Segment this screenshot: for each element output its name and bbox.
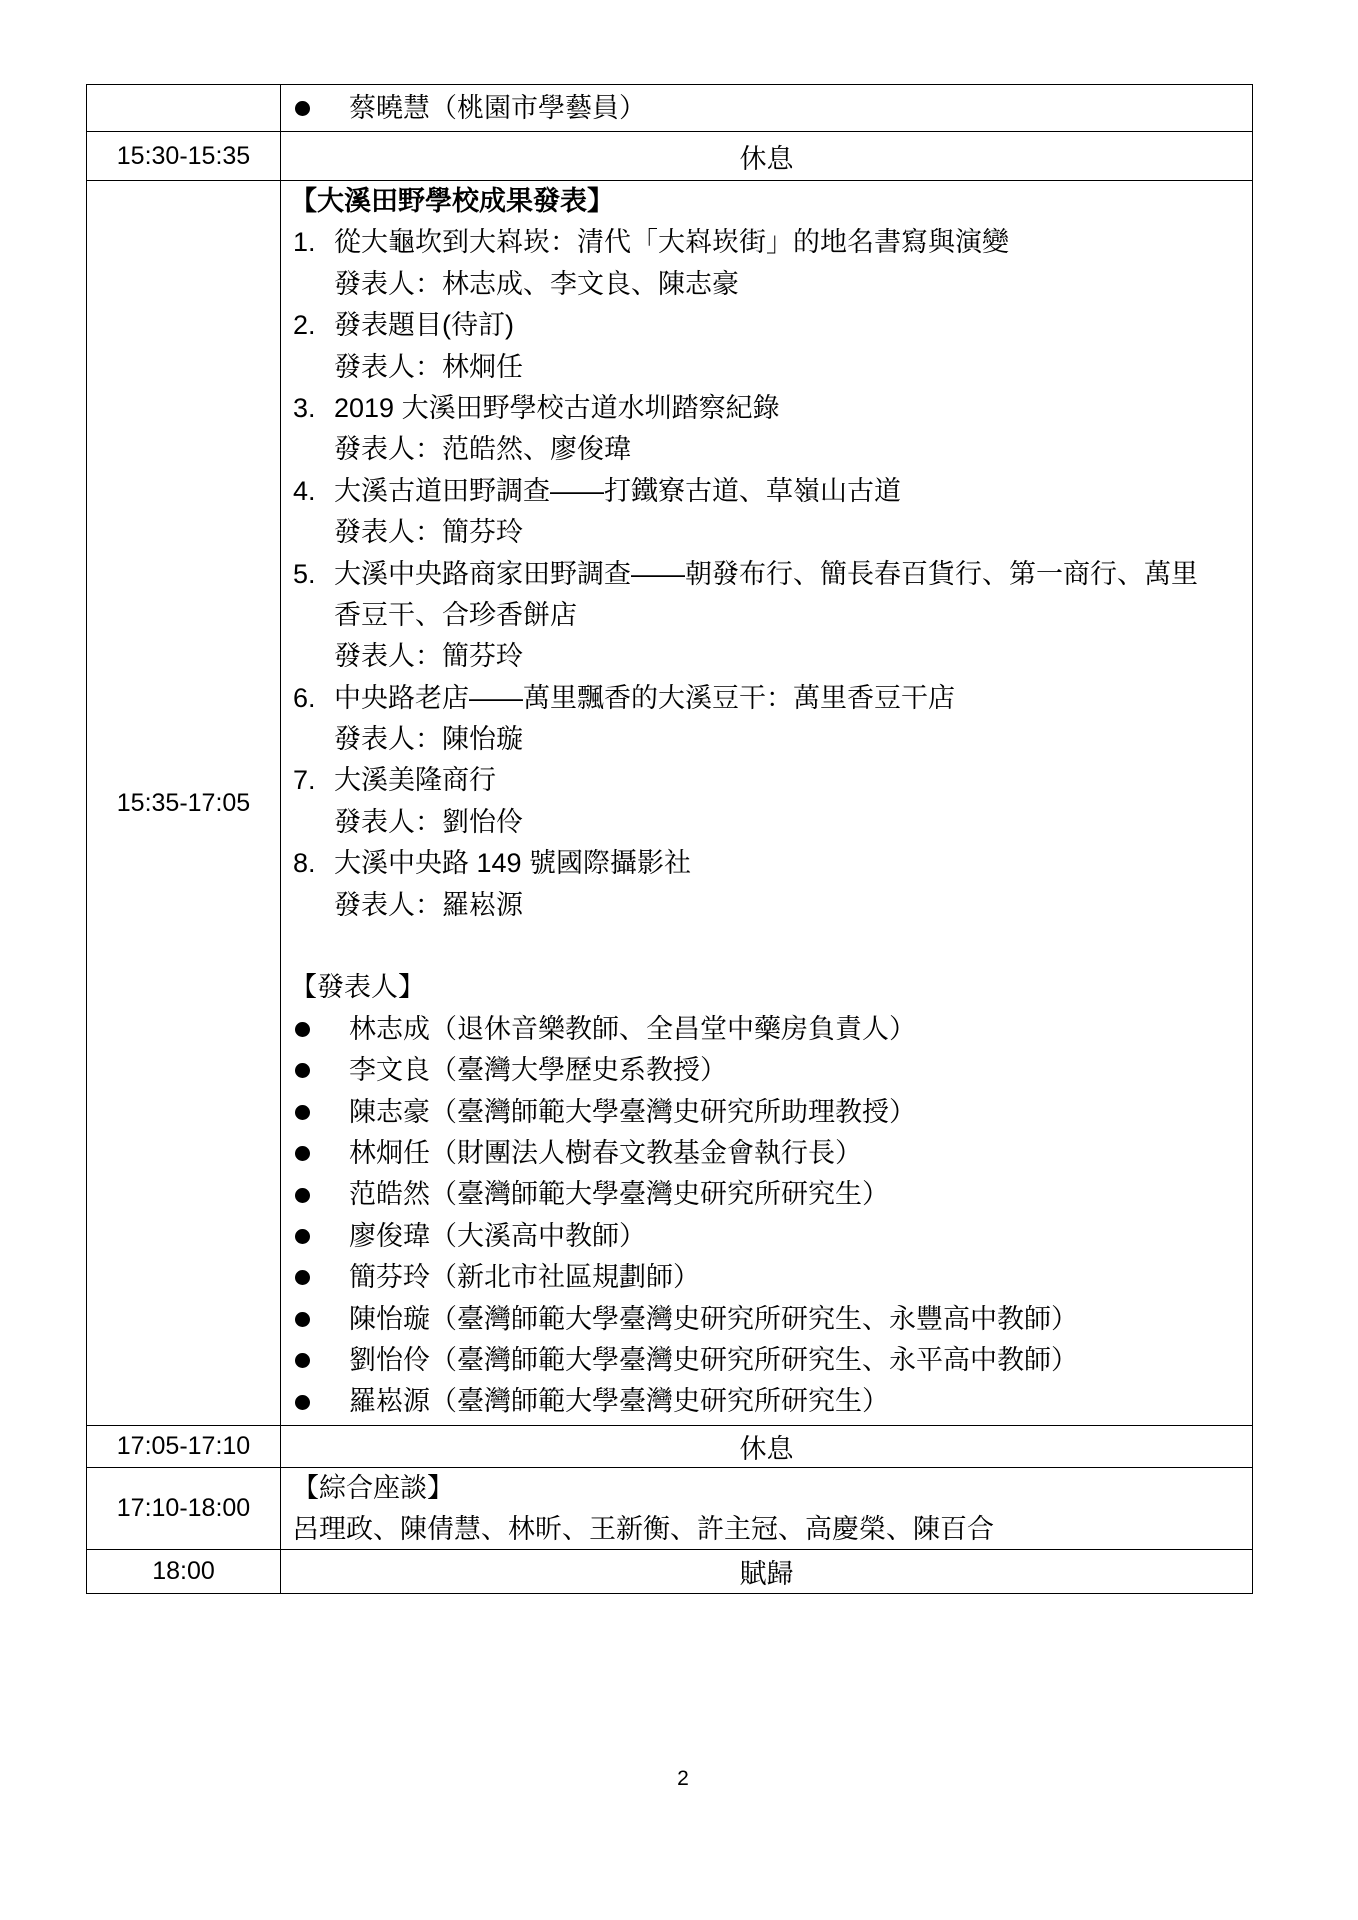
presenter-line: 發表人：簡芬玲	[334, 517, 523, 548]
presentation-item	[281, 471, 1252, 512]
panel-discussion-cell	[281, 1468, 1253, 1550]
bullet-icon	[295, 1188, 310, 1203]
presentation-item	[281, 222, 1252, 263]
item-number: 8.	[293, 848, 316, 879]
presenter-bio-text: 陳志豪（臺灣師範大學臺灣史研究所助理教授）	[349, 1096, 916, 1127]
presentation-title: 從大龜坎到大嵙崁：清代「大嵙崁街」的地名書寫與演變	[334, 227, 1009, 258]
presentation-title: 大溪古道田野調查——打鐵寮古道、草嶺山古道	[334, 475, 901, 506]
bullet-icon	[295, 1270, 310, 1285]
presenter-line: 發表人：陳怡璇	[334, 724, 523, 755]
item-number: 7.	[293, 765, 316, 796]
presentation-title: 中央路老店——萬里飄香的大溪豆干：萬里香豆干店	[334, 682, 955, 713]
presentation-title: 發表題目(待訂)	[334, 310, 514, 341]
presentation-item	[281, 760, 1252, 801]
panel-participants: 呂理政、陳倩慧、林昕、王新衡、許主冠、高慶榮、陳百合	[292, 1513, 994, 1544]
break-cell: 休息	[281, 1426, 1253, 1468]
item-number: 2.	[293, 310, 316, 341]
presenter-bio	[281, 1133, 1252, 1174]
presenter-line: 發表人：范皓然、廖俊瑋	[334, 434, 631, 465]
presentation-item	[281, 388, 1252, 429]
schedule-table	[86, 84, 1253, 1594]
presenter-bio-text: 陳怡璇（臺灣師範大學臺灣史研究所研究生、永豐高中教師）	[349, 1303, 1078, 1334]
presentation-item	[281, 843, 1252, 884]
presenter-bio-text: 簡芬玲（新北市社區規劃師）	[349, 1262, 700, 1293]
time-cell: 15:35-17:05	[87, 181, 281, 1426]
time-cell: 18:00	[87, 1550, 281, 1594]
page-number: 2	[677, 1767, 689, 1790]
presentation-item	[281, 678, 1252, 719]
bullet-icon	[295, 1063, 310, 1078]
content-cell-row-1	[281, 85, 1253, 132]
time-cell-empty	[87, 85, 281, 132]
presenter-bio	[281, 1009, 1252, 1050]
item-number: 6.	[293, 682, 316, 713]
bullet-icon	[295, 1146, 310, 1161]
session-content-cell	[281, 181, 1253, 1426]
presentation-item	[281, 305, 1252, 346]
presenter-bio	[281, 1092, 1252, 1133]
presenter-line: 發表人：劉怡伶	[334, 806, 523, 837]
time-cell: 17:05-17:10	[87, 1426, 281, 1468]
presentation-title: 大溪美隆商行	[334, 765, 496, 796]
presenter-bio	[281, 1216, 1252, 1257]
bullet-icon	[295, 1312, 310, 1327]
presenter-bio	[281, 1174, 1252, 1215]
closing-cell: 賦歸	[281, 1550, 1253, 1594]
presenter-bio	[281, 1299, 1252, 1340]
item-number: 3.	[293, 392, 316, 423]
presenter-bio-text: 林炯任（財團法人樹春文教基金會執行長）	[349, 1137, 862, 1168]
presenter-bio-text: 蔡曉慧（桃園市學藝員）	[349, 93, 646, 123]
presenter-bio-text: 羅崧源（臺灣師範大學臺灣史研究所研究生）	[349, 1386, 889, 1417]
presenter-bio	[281, 1381, 1252, 1422]
presenter-bio-text: 劉怡伶（臺灣師範大學臺灣史研究所研究生、永平高中教師）	[349, 1344, 1078, 1375]
presenter-bio-text: 范皓然（臺灣師範大學臺灣史研究所研究生）	[349, 1179, 889, 1210]
presenter-line: 發表人：羅崧源	[334, 889, 523, 920]
presenters-title: 【發表人】	[290, 972, 425, 1003]
item-number: 4.	[293, 475, 316, 506]
bullet-icon	[295, 1229, 310, 1244]
time-cell: 17:10-18:00	[87, 1468, 281, 1550]
presenter-line: 發表人：林炯任	[334, 351, 523, 382]
presenter-bio-text: 李文良（臺灣大學歷史系教授）	[349, 1055, 727, 1086]
presenter-bio-text: 林志成（退休音樂教師、全昌堂中藥房負責人）	[349, 1013, 916, 1044]
section-title: 【大溪田野學校成果發表】	[290, 186, 614, 216]
item-number: 5.	[293, 558, 316, 589]
presenter-bio	[281, 1050, 1252, 1091]
presenter-line: 發表人：林志成、李文良、陳志豪	[334, 268, 739, 299]
presentation-item	[281, 554, 1252, 595]
bullet-icon	[295, 1022, 310, 1037]
presentation-title-continued: 香豆干、合珍香餅店	[334, 599, 577, 630]
presenter-bio	[281, 1257, 1252, 1298]
bullet-icon	[295, 1105, 310, 1120]
blank-spacer	[281, 926, 1252, 967]
presenter-line: 發表人：簡芬玲	[334, 641, 523, 672]
presentation-title: 2019 大溪田野學校古道水圳踏察紀錄	[334, 392, 780, 423]
presentation-title: 大溪中央路 149 號國際攝影社	[334, 848, 692, 879]
bullet-icon	[295, 1353, 310, 1368]
bullet-icon	[295, 1395, 310, 1410]
presenter-bio	[281, 1340, 1252, 1381]
item-number: 1.	[293, 227, 316, 258]
time-cell: 15:30-15:35	[87, 132, 281, 181]
bullet-icon	[295, 101, 310, 116]
panel-title: 【綜合座談】	[292, 1473, 454, 1503]
presenter-bio-text: 廖俊瑋（大溪高中教師）	[349, 1220, 646, 1251]
break-cell: 休息	[281, 132, 1253, 181]
presenter-bio	[281, 85, 1252, 131]
presentation-title: 大溪中央路商家田野調查——朝發布行、簡長春百貨行、第一商行、萬里	[334, 558, 1198, 589]
